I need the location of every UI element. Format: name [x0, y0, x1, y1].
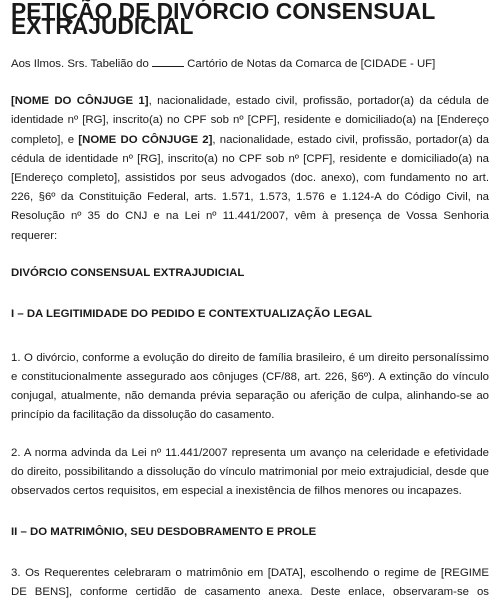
document-title: PETIÇÃO DE DIVÓRCIO CONSENSUAL EXTRAJUDICIAL	[11, 0, 435, 39]
intro-text-2: , nacionalidade, estado civil, profissão, portador(a) da cédula de identidade nº [RG], inscrito(a) no CPF sob nº [CPF], residente e domiciliado(a) na [Endereço completo], assistidos por seus advogados (doc. anexo), com fundamento no art. 226, §6º da Constituição Federal, arts. 1.571, 1.573, 1.576 e 1.124-A do Código Civil, na Resolução nº 35 do CNJ e na Lei nº 11.441/2007, vêm à presença de Vossa Senhoria requerer:	[11, 133, 490, 242]
section-2-heading: II – DO MATRIMÔNIO, SEU DESDOBRAMENTO E PROLE	[11, 526, 317, 539]
paragraph-3: 3. Os Requerentes celebraram o matrimônio em [DATA], escolhendo o regime de [REGIME DE BENS], conforme certidão de casamento anexa. Deste enlace, observaram-se os	[11, 567, 489, 599]
spouse-2-name: [NOME DO CÔNJUGE 2]	[78, 133, 213, 146]
addressee-line	[11, 55, 489, 74]
intro-paragraph	[11, 92, 489, 246]
paragraph-1: 1. O divórcio, conforme a evolução do direito de família brasileiro, é um direito personalíssimo e constitucionalmente assegurado aos cônjuges (CF/88, art. 226, §6º). A extinção do vínculo conjugal, atualmente, não demanda prévia separação ou aferição de culpa, alinhando-se ao princípio da facilitação da dissolução do casamento.	[11, 351, 489, 422]
intro-text-1: , nacionalidade, estado civil, profissão, portador(a) da cédula de identidade nº [RG], inscrito(a) no CPF sob nº [CPF], residente e domiciliado(a) na [Endereço completo], e	[11, 95, 489, 146]
notary-number-blank	[152, 56, 184, 67]
spouse-1-name: [NOME DO CÔNJUGE 1]	[11, 95, 149, 108]
paragraph-2: 2. A norma advinda da Lei nº 11.441/2007 representa um avanço na celeridade e efetividade do direito, possibilitando a dissolução do vínculo matrimonial por meio extrajudicial, desde que observados certos requisitos, em especial a inexistência de filhos menores ou incapazes.	[11, 446, 489, 498]
section-1-heading: I – DA LEGITIMIDADE DO PEDIDO E CONTEXTUALIZAÇÃO LEGAL	[11, 307, 372, 320]
addressee-text-after: Cartório de Notas da Comarca de [CIDADE - UF]	[183, 58, 436, 70]
divorce-heading: DIVÓRCIO CONSENSUAL EXTRAJUDICIAL	[11, 266, 245, 279]
addressee-text-before: Aos Ilmos. Srs. Tabelião do	[11, 58, 152, 70]
